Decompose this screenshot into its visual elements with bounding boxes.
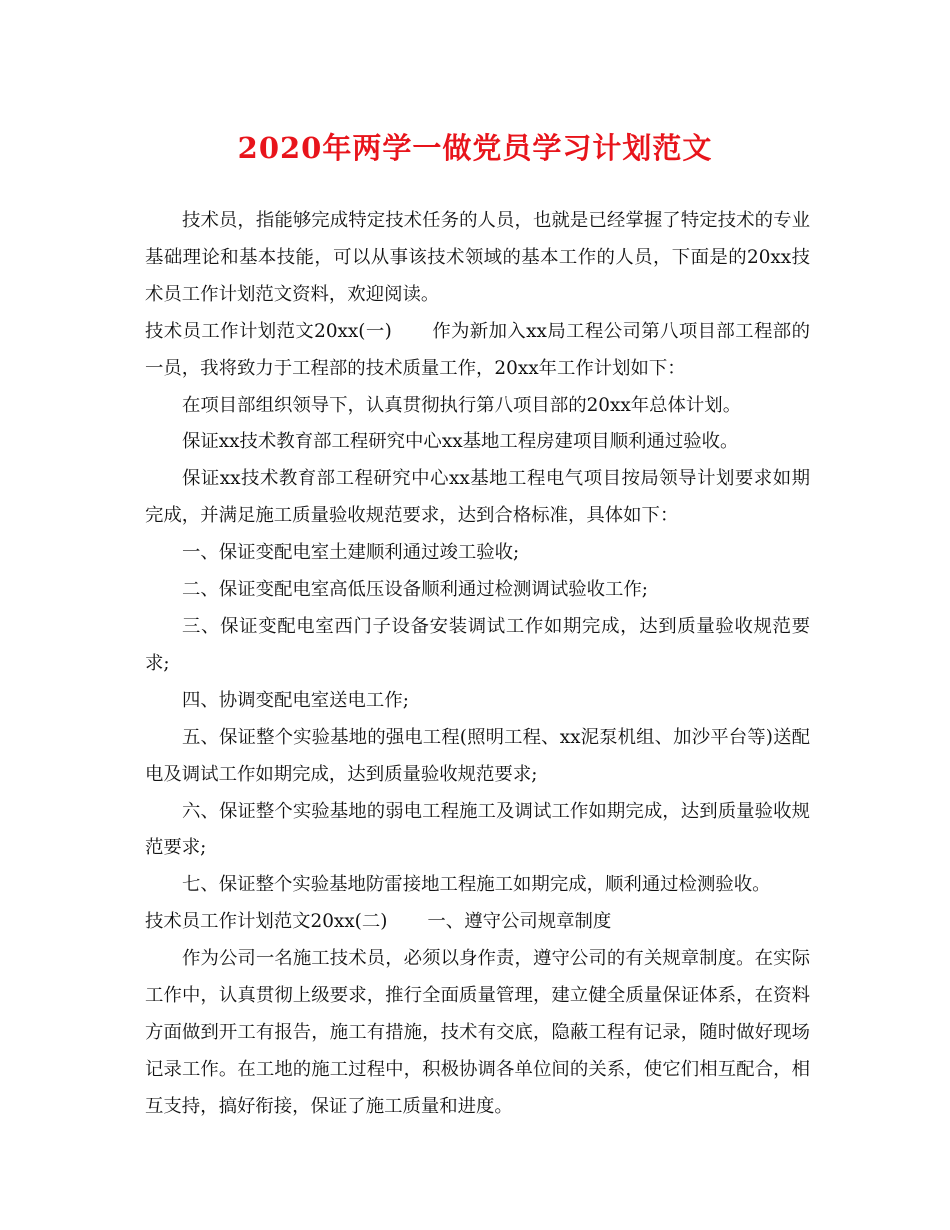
section-heading-one: 技术员工作计划范文20xx(一) (145, 320, 392, 342)
list-item: 四、协调变配电室送电工作; (182, 689, 409, 711)
paragraph-plan-two (145, 904, 810, 941)
paragraph-item: 保证xx技术教育部工程研究中心xx基地工程电气项目按局领导计划要求如期完成，并满足施工质量验收规范要求，达到合格标准，具体如下： (145, 468, 810, 527)
paragraph-plan-one (145, 314, 810, 388)
paragraph-plan-two-text: 一、遵守公司规章制度 (427, 911, 612, 933)
paragraph-item: 保证xx技术教育部工程研究中心xx基地工程房建项目顺利通过验收。 (182, 431, 739, 453)
paragraph-intro: 技术员，指能够完成特定技术任务的人员，也就是已经掌握了特定技术的专业基础理论和基本技能，可以从事该技术领域的基本工作的人员，下面是的20xx技术员工作计划范文资料，欢迎阅读。 (145, 210, 810, 305)
document-body (145, 203, 810, 1126)
paragraph-item: 作为公司一名施工技术员，必须以身作责，遵守公司的有关规章制度。在实际工作中，认真贯彻上级要求，推行全面质量管理，建立健全质量保证体系，在资料方面做到开工有报告，施工有措施，技术有交底，隐蔽工程有记录，随时做好现场记录工作。在工地的施工过程中，积极协调各单位间的关系，使它们相互配合，相互支持，搞好衔接，保证了施工质量和进度。 (145, 948, 810, 1117)
list-item: 三、保证变配电室西门子设备安装调试工作如期完成，达到质量验收规范要求; (145, 615, 810, 674)
list-item: 五、保证整个实验基地的强电工程(照明工程、xx泥泵机组、加沙平台等)送配电及调试工作如期完成，达到质量验收规范要求; (145, 726, 810, 785)
paragraph-plan-one-text: 作为新加入xx局工程公司第八项目部工程部的一员，我将致力于工程部的技术质量工作，20xx年工作计划如下： (145, 320, 810, 379)
list-item: 六、保证整个实验基地的弱电工程施工及调试工作如期完成，达到质量验收规范要求; (145, 800, 810, 859)
document-title: 2020年两学一做党员学习计划范文 (237, 131, 713, 165)
paragraph-item: 在项目部组织领导下，认真贯彻执行第八项目部的20xx年总体计划。 (182, 394, 742, 416)
list-item: 一、保证变配电室土建顺利通过竣工验收; (182, 542, 520, 564)
list-item: 二、保证变配电室高低压设备顺利通过检测调试验收工作; (182, 579, 648, 601)
section-heading-two: 技术员工作计划范文20xx(二) (145, 911, 388, 933)
list-item: 七、保证整个实验基地防雷接地工程施工如期完成，顺利通过检测验收。 (182, 874, 771, 896)
